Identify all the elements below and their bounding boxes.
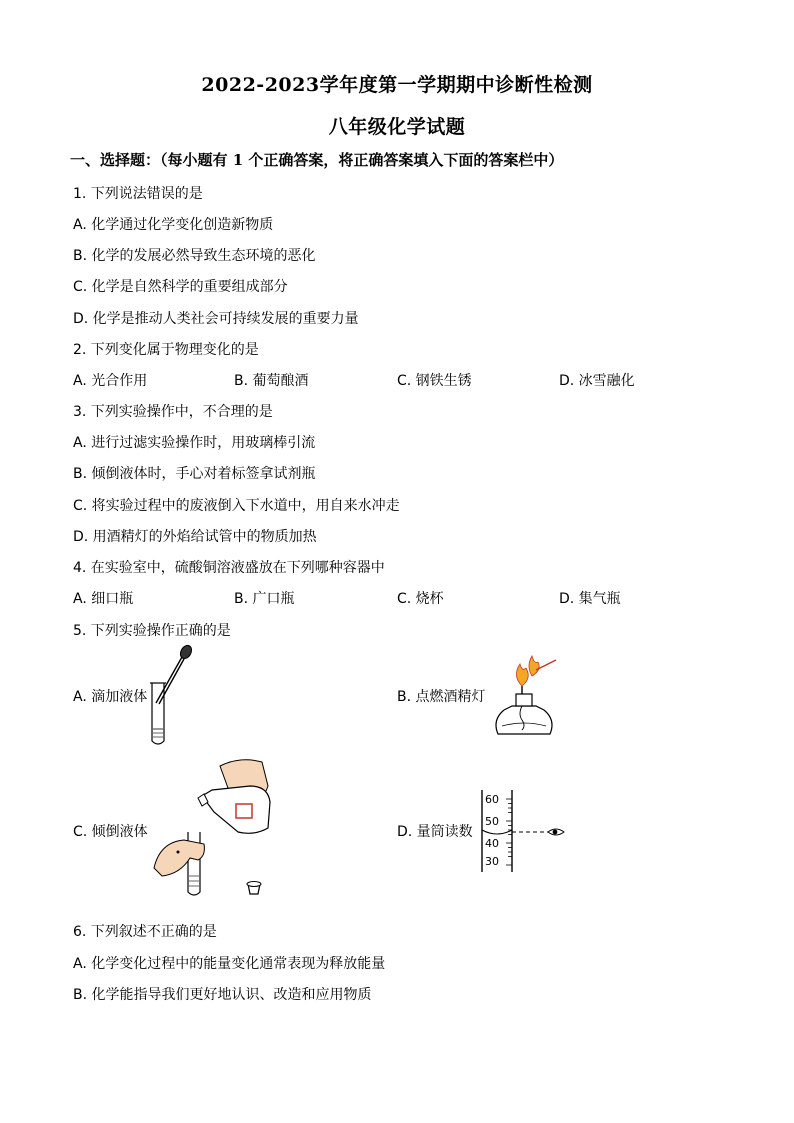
question-4-option-a: A. 细口瓶 xyxy=(73,591,134,607)
graduated-cylinder-figure xyxy=(478,786,568,874)
question-4-option-c: C. 烧杯 xyxy=(397,591,444,607)
alcohol-lamp-figure xyxy=(488,654,560,740)
question-5-stem: 5. 下列实验操作正确的是 xyxy=(73,623,231,639)
question-1-stem: 1. 下列说法错误的是 xyxy=(73,186,203,202)
question-5-option-b: B. 点燃酒精灯 xyxy=(397,689,486,705)
cylinder-tick-60: 60 xyxy=(485,793,499,806)
question-6-stem: 6. 下列叙述不正确的是 xyxy=(73,924,217,940)
question-6-option-b: B. 化学能指导我们更好地认识、改造和应用物质 xyxy=(73,987,372,1003)
question-5-option-c: C. 倾倒液体 xyxy=(73,824,148,840)
question-2-stem: 2. 下列变化属于物理变化的是 xyxy=(73,342,259,358)
question-2-option-b: B. 葡萄酿酒 xyxy=(234,373,309,389)
exam-subtitle: 八年级化学试题 xyxy=(328,116,466,138)
cylinder-tick-30: 30 xyxy=(485,855,499,868)
question-1-option-d: D. 化学是推动人类社会可持续发展的重要力量 xyxy=(73,311,359,327)
question-2-option-a: A. 光合作用 xyxy=(73,373,148,389)
question-6-option-a: A. 化学变化过程中的能量变化通常表现为释放能量 xyxy=(73,956,386,972)
question-3-option-c: C. 将实验过程中的废液倒入下水道中，用自来水冲走 xyxy=(73,498,400,514)
question-3-option-d: D. 用酒精灯的外焰给试管中的物质加热 xyxy=(73,529,317,545)
question-1-option-a: A. 化学通过化学变化创造新物质 xyxy=(73,217,274,233)
cylinder-tick-40: 40 xyxy=(485,837,499,850)
question-4-option-d: D. 集气瓶 xyxy=(559,591,621,607)
cylinder-tick-50: 50 xyxy=(485,815,499,828)
question-4-stem: 4. 在实验室中，硫酸铜溶液盛放在下列哪种容器中 xyxy=(73,560,385,576)
question-2-option-d: D. 冰雪融化 xyxy=(559,373,635,389)
question-3-stem: 3. 下列实验操作中，不合理的是 xyxy=(73,404,273,420)
exam-title: 2022-2023学年度第一学期期中诊断性检测 xyxy=(201,74,593,96)
dropper-test-tube-figure xyxy=(140,643,200,749)
question-5-option-d: D. 量筒读数 xyxy=(397,824,473,840)
question-5-option-a: A. 滴加液体 xyxy=(73,689,148,705)
section-heading: 一、选择题：（每小题有 1 个正确答案，将正确答案填入下面的答案栏中） xyxy=(70,151,564,169)
question-3-option-b: B. 倾倒液体时，手心对着标签拿试剂瓶 xyxy=(73,466,316,482)
question-4-option-b: B. 广口瓶 xyxy=(234,591,295,607)
pouring-liquid-figure xyxy=(150,756,280,901)
question-3-option-a: A. 进行过滤实验操作时，用玻璃棒引流 xyxy=(73,435,316,451)
question-1-option-b: B. 化学的发展必然导致生态环境的恶化 xyxy=(73,248,316,264)
question-2-option-c: C. 钢铁生锈 xyxy=(397,373,472,389)
question-1-option-c: C. 化学是自然科学的重要组成部分 xyxy=(73,279,288,295)
